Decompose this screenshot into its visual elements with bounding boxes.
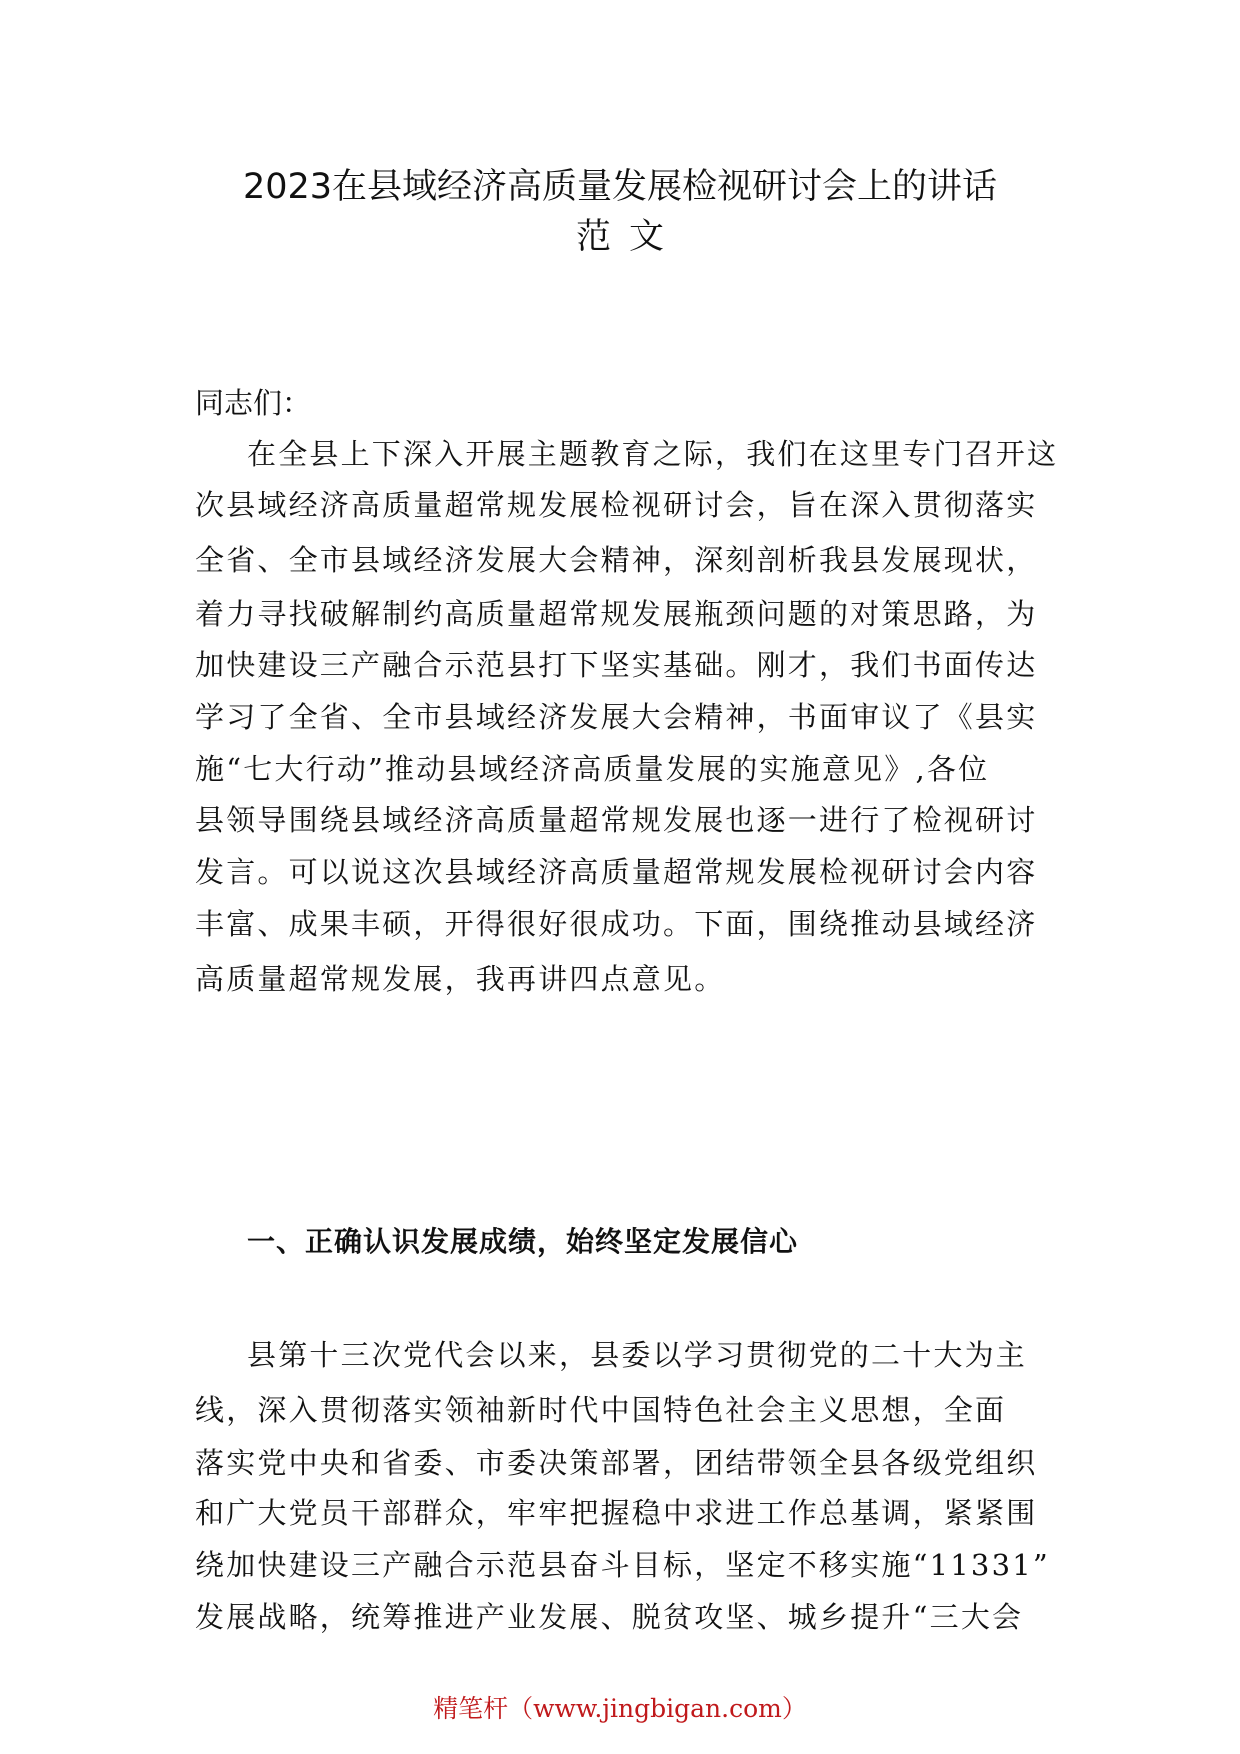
paragraph1-line: 施“七大行动”推动县域经济高质量发展的实施意见》,各位 [195, 752, 990, 786]
paragraph1-line: 学习了全省、全市县域经济发展大会精神，书面审议了《县实 [195, 700, 1038, 734]
footer-source: 精笔杆（www.jingbigan.com） [433, 1694, 807, 1723]
paragraph1-line: 县领导围绕县域经济高质量超常规发展也逐一进行了检视研讨 [195, 803, 1038, 837]
document-title-line1: 2023在县域经济高质量发展检视研讨会上的讲话 [242, 167, 998, 207]
paragraph2-line: 绕加快建设三产融合示范县奋斗目标，坚定不移实施“11331” [195, 1548, 1050, 1582]
paragraph1-line: 在全县上下深入开展主题教育之际，我们在这里专门召开这 [247, 437, 1059, 471]
paragraph2-line: 发展战略，统筹推进产业发展、脱贫攻坚、城乡提升“三大会 [195, 1600, 1024, 1634]
greeting: 同志们： [195, 386, 312, 420]
paragraph1-line: 着力寻找破解制约高质量超常规发展瓶颈问题的对策思路，为 [195, 597, 1038, 631]
paragraph1-line: 全省、全市县域经济发展大会精神，深刻剖析我县发展现状， [195, 543, 1038, 577]
paragraph1-line: 高质量超常规发展，我再讲四点意见。 [195, 962, 726, 996]
document-title-line2: 范文 [575, 217, 682, 257]
paragraph1-line: 发言。可以说这次县域经济高质量超常规发展检视研讨会内容 [195, 855, 1038, 889]
paragraph2-line: 落实党中央和省委、市委决策部署，团结带领全县各级党组织 [195, 1446, 1038, 1480]
paragraph1-line: 丰富、成果丰硕，开得很好很成功。下面，围绕推动县域经济 [195, 907, 1038, 941]
paragraph1-line: 次县域经济高质量超常规发展检视研讨会，旨在深入贯彻落实 [195, 488, 1038, 522]
paragraph2-line: 县第十三次党代会以来，县委以学习贯彻党的二十大为主 [247, 1338, 1028, 1372]
paragraph2-line: 线，深入贯彻落实领袖新时代中国特色社会主义思想，全面 [195, 1393, 1007, 1427]
section-heading-1: 一、正确认识发展成绩，始终坚定发展信心 [247, 1225, 799, 1258]
paragraph2-line: 和广大党员干部群众，牢牢把握稳中求进工作总基调，紧紧围 [195, 1496, 1038, 1530]
paragraph1-line: 加快建设三产融合示范县打下坚实基础。刚才，我们书面传达 [195, 648, 1038, 682]
